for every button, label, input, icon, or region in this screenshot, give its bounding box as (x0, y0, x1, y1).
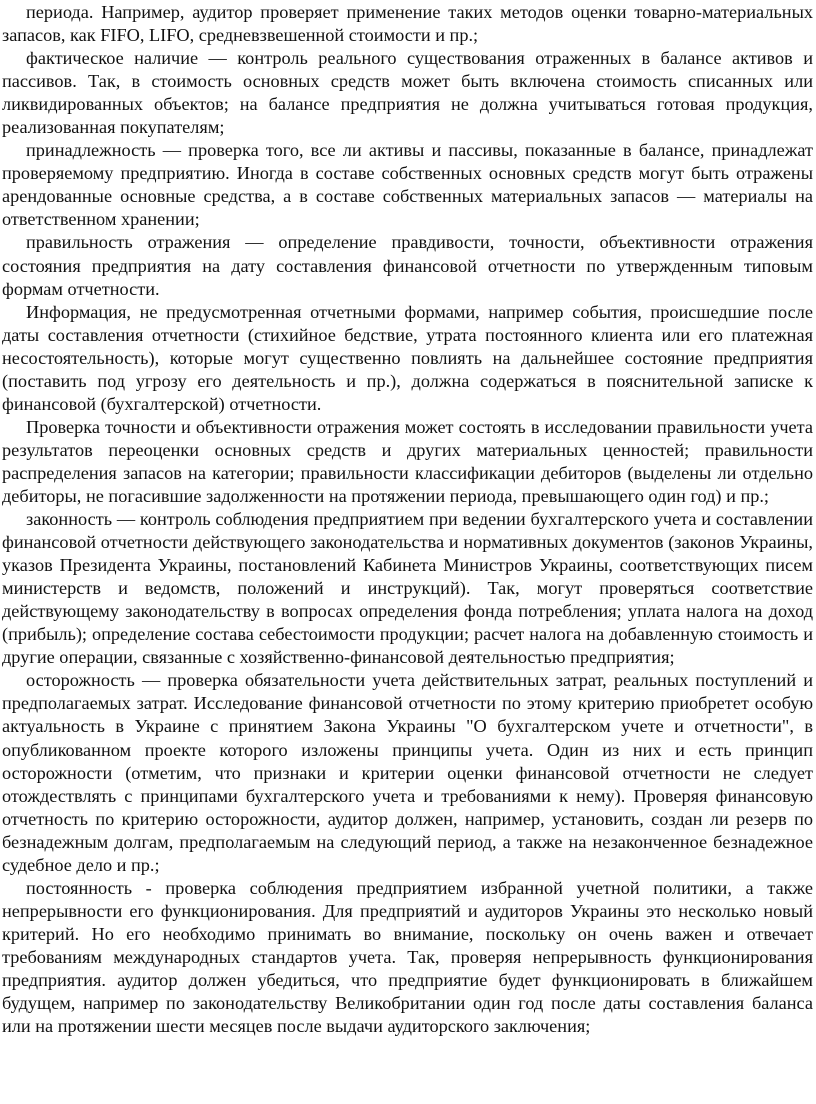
paragraph-consistency: постоянность - проверка соблюдения предприятием избранной учетной политики, а также непрерывности его функционирования. Для предприятий и аудиторов Украины это несколько новый критерий. Но его необходимо принимать во внимание, поскольку он очень важен и отвечает требованиям международных стандартов учета. Так, проверяя непрерывность функционирования предприятия. аудитор должен убедиться, что предприятие будет функционировать в ближайшем будущем, например по законодательству Великобритании один год после даты составления баланса или на протяжении шести месяцев после выдачи аудиторского заключения; (2, 877, 813, 1037)
paragraph-subsequent-events: Информация, не предусмотренная отчетными формами, например события, происшедшие после даты составления отчетности (стихийное бедствие, утрата постоянного клиента или его платежная несостоятельность), которые могут существенно повлиять на дальнейшее состояние предприятия (поставить под угрозу его деятельность и пр.), должна содержаться в пояснительной записке к финансовой (бухгалтерской) отчетности. (2, 301, 813, 414)
paragraph-legality: законность — контроль соблюдения предприятием при ведении бухгалтерского учета и составлении финансовой отчетности действующего законодательства и нормативных документов (законов Украины, указов Президента Украины, постановлений Кабинета Министров Украины, соответствующих писем министерств и ведомств, положений и инструкций). Так, могут проверяться соответствие действующему законодательству в вопросах определения фонда потребления; уплата налога на доход (прибыль); определение состава себестоимости продукции; расчет налога на добавленную стоимость и другие операции, связанные с хозяйственно-финансовой деятельностью предприятия; (2, 509, 813, 668)
document-body (2, 1, 813, 1038)
paragraph-correct-reflection: правильность отражения — определение правдивости, точности, объективности отражения состояния предприятия на дату составления финансовой отчетности по утвержденным типовым формам отчетности. (2, 232, 813, 299)
paragraph-valuation-methods: периода. Например, аудитор проверяет применение таких методов оценки товарно-материальных запасов, как FIFO, LIFO, средневзвешенной стоимости и пр.; (2, 2, 813, 46)
paragraph-actual-existence: фактическое наличие — контроль реального существования отраженных в балансе активов и пассивов. Так, в стоимость основных средств может быть включена стоимость списанных или ликвидированных объектов; на балансе предприятия не должна учитываться готовая продукция, реализованная покупателям; (2, 48, 813, 138)
paragraph-prudence: осторожность — проверка обязательности учета действительных затрат, реальных поступлений и предполагаемых затрат. Исследование финансовой отчетности по этому критерию приобретет особую актуальность в Украине с принятием Закона Украины "О бухгалтерском учете и отчетности", в опубликованном проекте которого изложены принципы учета. Один из них и есть принцип осторожности (отметим, что признаки и критерии оценки финансовой отчетности не следует отождествлять с принципами бухгалтерского учета и требованиями к нему). Проверяя финансовую отчетность по критерию осторожности, аудитор должен, например, установить, создан ли резерв по безнадежным долгам, предполагаемым на следующий период, а также на незаконченное безнадежное судебное дело и пр.; (2, 670, 813, 875)
paragraph-ownership: принадлежность — проверка того, все ли активы и пассивы, показанные в балансе, принадлежат проверяемому предприятию. Иногда в составе собственных основных средств могут быть отражены арендованные основные средства, а в составе собственных материальных запасов — материалы на ответственном хранении; (2, 140, 813, 230)
paragraph-accuracy-check: Проверка точности и объективности отражения может состоять в исследовании правильности учета результатов переоценки основных средств и других материальных ценностей; правильности распределения запасов на категории; правильности классификации дебиторов (выделены ли отдельно дебиторы, не погасившие задолженности на протяжении периода, превышающего один год) и пр.; (2, 416, 813, 506)
